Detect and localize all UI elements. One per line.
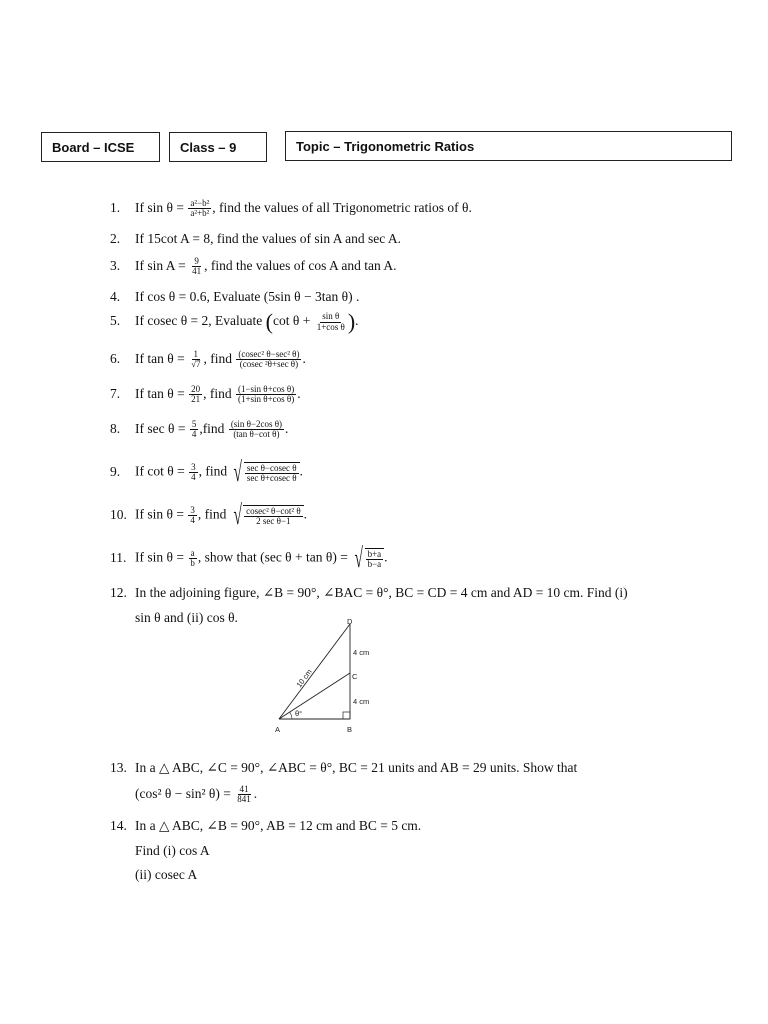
question-4: 4. If cos θ = 0.6, Evaluate (5sin θ − 3tan θ) . bbox=[110, 289, 360, 304]
label-d: D bbox=[347, 617, 353, 626]
fraction: $\frac{20}{21}$ bbox=[191, 384, 201, 405]
label-b: B bbox=[347, 725, 353, 734]
question-3: 3. If sin A = $\frac{9}{41}$ , find the values of cos A and tan A. bbox=[110, 256, 397, 277]
question-14-line-2: Find (i) cos A bbox=[135, 843, 210, 858]
fraction: $\frac{5}{4}$ bbox=[191, 419, 197, 440]
square-root: √ $\frac{\text{sec θ−cosec θ}}{\text{sec θ+cosec θ}}$ bbox=[230, 460, 299, 485]
question-7: 7. If tan θ = $\frac{20}{21}$ , find $\frac{\text{(1−sin θ+cos θ)}}{\text{(1+sin θ+cos θ)}}$ . bbox=[110, 384, 301, 405]
topic-label: Topic – Trigonometric Ratios bbox=[296, 139, 475, 154]
triangle-figure bbox=[268, 612, 388, 740]
fraction: $\frac{41}{841}$ bbox=[237, 784, 251, 805]
side-ac bbox=[279, 673, 350, 719]
label-cd: 4 cm bbox=[353, 648, 370, 657]
side-ad bbox=[279, 624, 350, 719]
question-5: 5. If cosec θ = 2, Evaluate (cot θ + $\frac{\text{sin θ}}{\text{1+cos θ}}$ ). bbox=[110, 309, 359, 334]
square-root: √ $\frac{b+a}{b-a}$ bbox=[351, 546, 384, 571]
label-bc: 4 cm bbox=[353, 697, 370, 706]
question-6: 6. If tan θ = $\frac{1}{√7}$ , find $\frac{\text{(cosec² θ−sec² θ)}}{\text{(cosec ²θ+sec θ)}}$ . bbox=[110, 349, 306, 370]
question-2: 2. If 15cot A = 8, find the values of sin A and sec A. bbox=[110, 231, 401, 246]
question-14-line-3: (ii) cosec A bbox=[135, 867, 198, 882]
fraction: $\frac{1}{√7}$ bbox=[191, 349, 201, 370]
question-10: 10. If sin θ = $\frac{3}{4}$ , find √ $\frac{\text{cosec² θ−cot² θ}}{\text{2 sec θ−1}}$ . bbox=[110, 500, 308, 531]
fraction: $\frac{9}{41}$ bbox=[192, 256, 202, 277]
fraction: $\frac{\text{(sin θ−2cos θ)}}{\text{(tan θ−cot θ)}}$ bbox=[230, 419, 283, 440]
question-12-line-2: sin θ and (ii) cos θ. bbox=[135, 610, 238, 625]
fraction: $\frac{\text{(1−sin θ+cos θ)}}{\text{(1+sin θ+cos θ)}}$ bbox=[237, 384, 295, 405]
question-8: 8. If sec θ = $\frac{5}{4}$ ,find $\frac{\text{(sin θ−2cos θ)}}{\text{(tan θ−cot θ)}}$ . bbox=[110, 419, 289, 440]
question-13: 13. In a △ ABC, ∠C = 90°, ∠ABC = θ°, BC = 21 units and AB = 29 units. Show that bbox=[110, 760, 578, 775]
board-box bbox=[41, 132, 160, 162]
right-angle-mark bbox=[343, 712, 350, 719]
fraction: $\frac{a}{b}$ bbox=[190, 547, 195, 569]
question-1: 1. If sin θ = $\frac{\text{a²−b²}}{\text{a²+b²}}$ , find the values of all Trigonometric ratios of θ. bbox=[110, 198, 472, 219]
fraction: $\frac{\text{(cosec² θ−sec² θ)}}{\text{(cosec ²θ+sec θ)}}$ bbox=[238, 349, 300, 370]
fraction: $\frac{\text{sin θ}}{\text{1+cos θ}}$ bbox=[316, 311, 345, 332]
label-a: A bbox=[275, 725, 281, 734]
fraction: $\frac{3}{4}$ bbox=[190, 504, 195, 526]
class-box bbox=[169, 132, 267, 162]
question-9: 9. If cot θ = $\frac{3}{4}$ , find √ $\frac{\text{sec θ−cosec θ}}{\text{sec θ+cosec θ}}$ . bbox=[110, 457, 303, 488]
label-theta: θ° bbox=[295, 709, 303, 718]
square-root: √ $\frac{\text{cosec² θ−cot² θ}}{\text{2 sec θ−1}}$ bbox=[230, 503, 304, 528]
label-ad: 10 cm bbox=[294, 667, 314, 690]
question-12: 12. In the adjoining figure, ∠B = 90°, ∠BAC = θ°, BC = CD = 4 cm and AD = 10 cm. Find (i) bbox=[110, 585, 628, 600]
question-14: 14. In a △ ABC, ∠B = 90°, AB = 12 cm and BC = 5 cm. bbox=[110, 818, 422, 833]
class-label: Class – 9 bbox=[180, 139, 237, 155]
angle-arc bbox=[290, 712, 292, 719]
label-c: C bbox=[352, 672, 358, 681]
question-13-line-2: (cos² θ − sin² θ) = $\frac{41}{841}$ . bbox=[135, 784, 258, 805]
fraction: $\frac{3}{4}$ bbox=[191, 461, 196, 483]
board-label: Board – ICSE bbox=[52, 139, 135, 155]
topic-box bbox=[285, 131, 732, 161]
fraction: $\frac{\text{a²−b²}}{\text{a²+b²}}$ bbox=[190, 198, 210, 219]
question-11: 11. If sin θ = $\frac{a}{b}$ , show that (sec θ + tan θ) = √ $\frac{b+a}{b-a}$ . bbox=[110, 543, 388, 574]
